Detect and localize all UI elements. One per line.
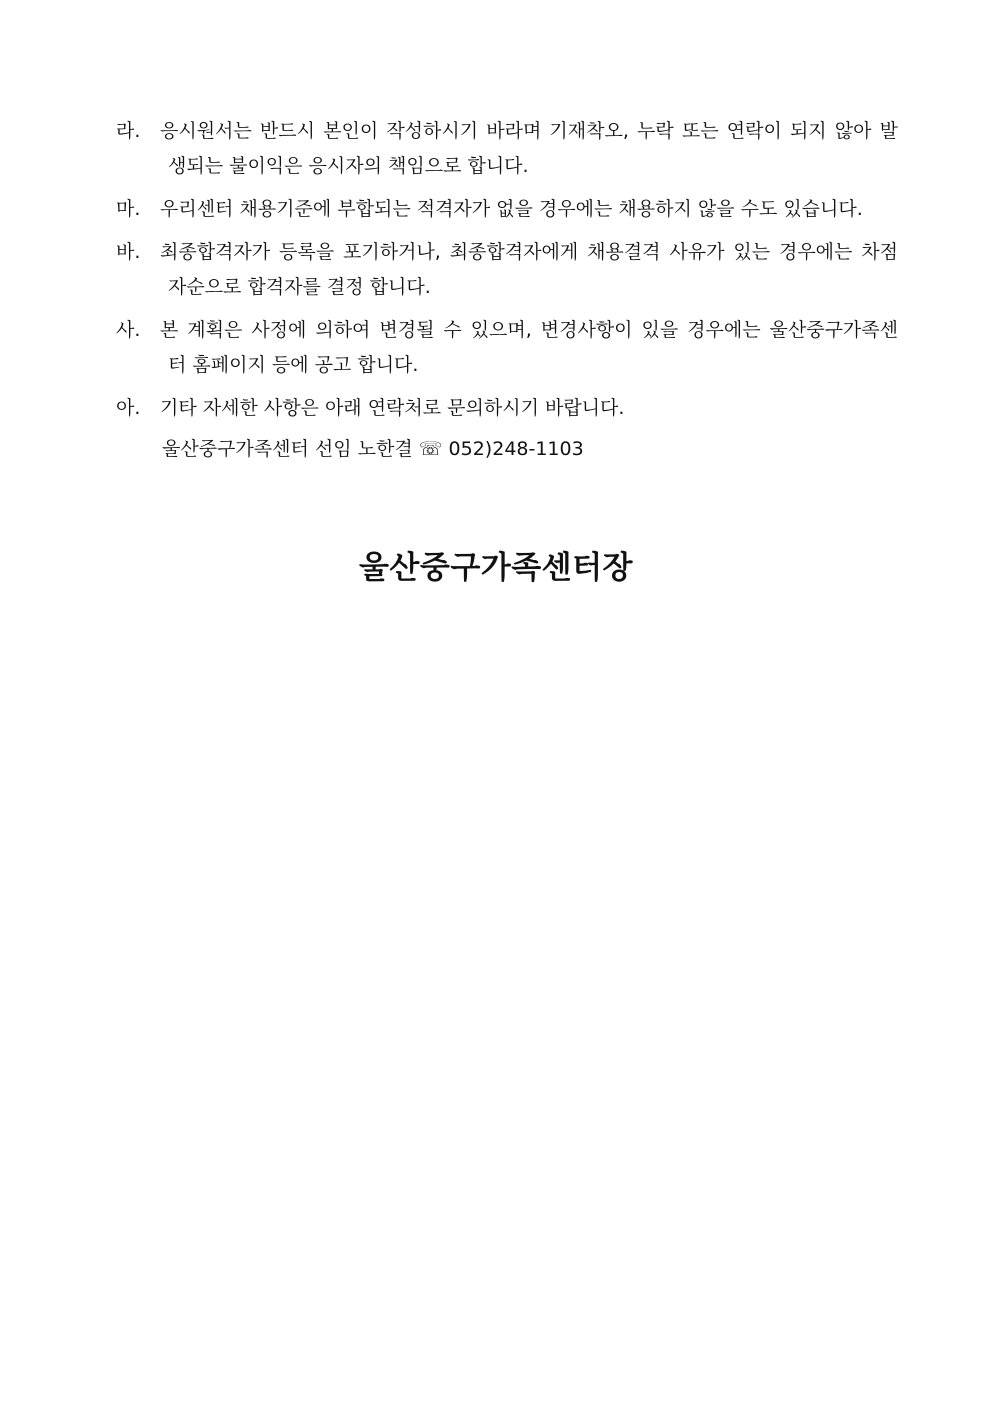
item-body xyxy=(160,235,898,305)
notice-item-ma xyxy=(116,192,898,227)
contact-name: 울산중구가족센터 선임 노한결 xyxy=(162,438,413,460)
item-line: 우리센터 채용기준에 부합되는 적격자가 없을 경우에는 채용하지 않을 수도 있습니다. xyxy=(160,198,863,220)
notice-item-a xyxy=(116,391,898,426)
phone-icon: ☏ xyxy=(418,438,443,460)
contact-line xyxy=(162,432,898,467)
item-line: 기타 자세한 사항은 아래 연락처로 문의하시기 바랍니다. xyxy=(160,397,625,419)
notice-item-ra xyxy=(116,114,898,184)
item-line: 생되는 불이익은 응시자의 책임으로 합니다. xyxy=(168,155,529,177)
item-marker: 아. xyxy=(116,397,141,419)
item-body xyxy=(160,313,898,383)
item-body xyxy=(160,391,898,426)
item-marker: 라. xyxy=(116,120,141,142)
item-marker: 바. xyxy=(116,241,141,263)
signature-title: 울산중구가족센터장 xyxy=(358,550,633,586)
item-marker: 사. xyxy=(116,319,141,341)
item-marker: 마. xyxy=(116,198,141,220)
contact-phone: 052)248-1103 xyxy=(448,438,584,460)
item-line: 응시원서는 반드시 본인이 작성하시기 바라며 기재착오, 누락 또는 연락이 되지 않아 발 xyxy=(160,120,898,142)
item-line: 본 계획은 사정에 의하여 변경될 수 있으며, 변경사항이 있을 경우에는 울산중구가족센 xyxy=(160,319,898,341)
item-body xyxy=(160,192,898,227)
item-line: 터 홈페이지 등에 공고 합니다. xyxy=(168,354,419,376)
item-line: 최종합격자가 등록을 포기하거나, 최종합격자에게 채용결격 사유가 있는 경우에는 차점 xyxy=(160,241,898,263)
notice-item-ba xyxy=(116,235,898,305)
notice-item-sa xyxy=(116,313,898,383)
notice-list xyxy=(116,114,898,467)
item-line: 자순으로 합격자를 결정 합니다. xyxy=(168,276,431,298)
item-body xyxy=(160,114,898,184)
